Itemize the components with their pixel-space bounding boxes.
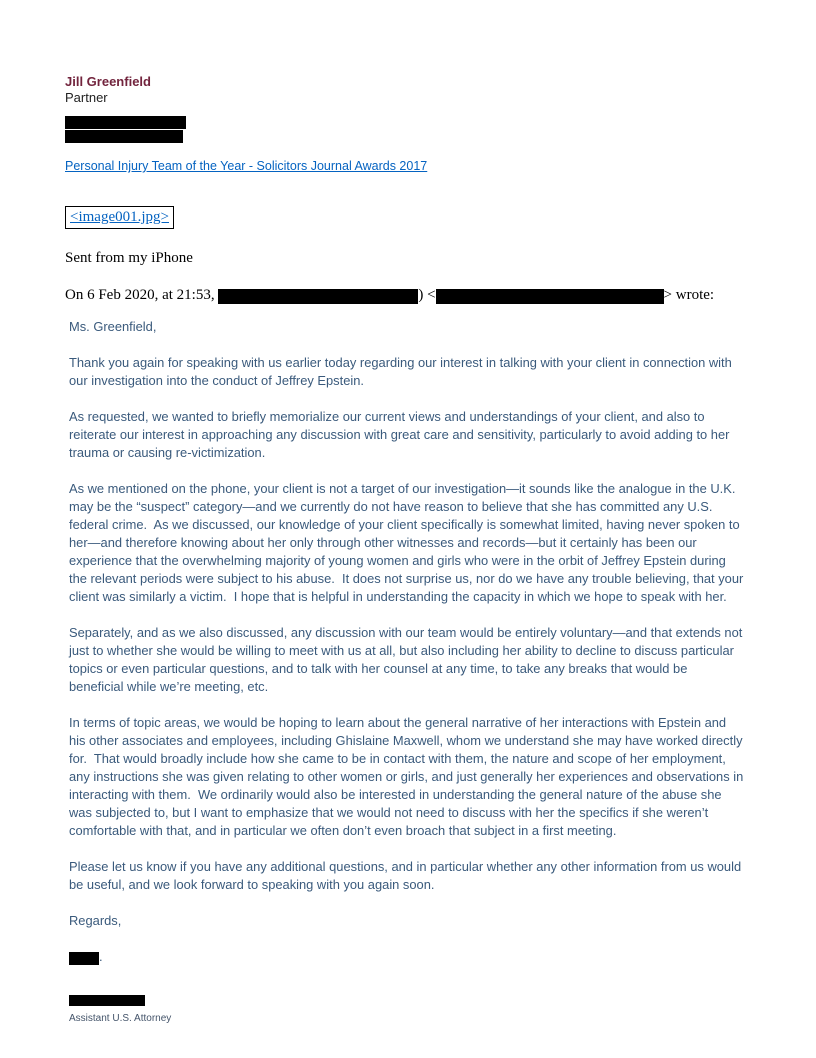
award-link-row [65, 157, 750, 175]
paragraph: Thank you again for speaking with us earlier today regarding our interest in talking with your client in connection with our investigation into the conduct of Jeffrey Epstein. [69, 355, 736, 388]
signature-period: . [99, 949, 103, 964]
reply-header-line [65, 287, 750, 304]
reply-header-suffix: > wrote: [663, 287, 715, 303]
paragraph: Please let us know if you have any additional questions, and in particular whether any other information from us would be useful, and we look forward to speaking with you again soon. [69, 859, 745, 892]
award-link[interactable]: Personal Injury Team of the Year - Solicitors Journal Awards 2017 [65, 159, 428, 173]
redacted-contact-block [65, 116, 750, 143]
image-placeholder-link[interactable]: <image001.jpg> [70, 209, 169, 225]
sender-name: Jill Greenfield [65, 74, 151, 89]
signature-line [69, 948, 745, 966]
image-placeholder-box [65, 206, 174, 229]
email-body [65, 318, 745, 1028]
paragraph: As we mentioned on the phone, your client is not a target of our investigation—it sounds like the analogue in the U.K. may be the “suspect” category—and we currently do not have reason to believe that she has committed any U.S. federal crime. As we discussed, our knowledge of your client specifically is somewhat limited, having never spoken to her—and therefore knowing about her only through other witnesses and records—but it certainly has been our experience that the overwhelming majority of young women and girls who were in the orbit of Jeffrey Epstein during the relevant periods were subject to his abuse. It does not surprise us, nor do we have any trouble believing, that your client was similarly a victim. I hope that is helpful in understanding the capacity in which we hope to speak with her. [69, 481, 747, 604]
redaction-bar [69, 952, 99, 965]
signature-title: Assistant U.S. Attorney [69, 1013, 172, 1024]
signature-block [69, 995, 745, 1028]
redaction-bar [218, 289, 418, 304]
paragraph: As requested, we wanted to briefly memorialize our current views and understandings of your client, and also to reiterate our interest in approaching any discussion with great care and sensitivity, particularly to avoid adding to her trauma or causing re-victimization. [69, 409, 733, 460]
redaction-bar [65, 116, 186, 129]
redaction-bar [65, 130, 183, 143]
salutation: Ms. Greenfield, [69, 319, 157, 334]
closing: Regards, [69, 913, 122, 928]
paragraph: In terms of topic areas, we would be hoping to learn about the general narrative of her interactions with Epstein and his other associates and employees, including Ghislaine Maxwell, whom we understand she may have worked directly for. That would broadly include how she came to be in contact with them, the nature and scope of her employment, any instructions she was given relating to other women or girls, and just generally her experiences and observations in interacting with them. We ordinarily would also be interested in understanding the general nature of the abuse she was subjected to, but I want to emphasize that we would not need to discuss with her the specifics if she weren’t comfortable with that, and in particular we often don’t even broach that subject in a first meeting. [69, 715, 747, 838]
reply-header-mid: ) < [418, 287, 436, 303]
sender-title: Partner [65, 90, 108, 105]
sent-from-line: Sent from my iPhone [65, 250, 193, 266]
image-placeholder-row [65, 206, 750, 229]
paragraph: Separately, and as we also discussed, any discussion with our team would be entirely voluntary—and that extends not just to whether she would be willing to meet with us at all, but also including her ability to decline to discuss particular topics or even particular questions, and to talk with her counsel at any time, to take any breaks that would be beneficial while we’re meeting, etc. [69, 625, 746, 694]
reply-header-prefix: On 6 Feb 2020, at 21:53, [65, 287, 219, 303]
redaction-bar [436, 289, 664, 304]
redaction-bar [69, 995, 145, 1006]
